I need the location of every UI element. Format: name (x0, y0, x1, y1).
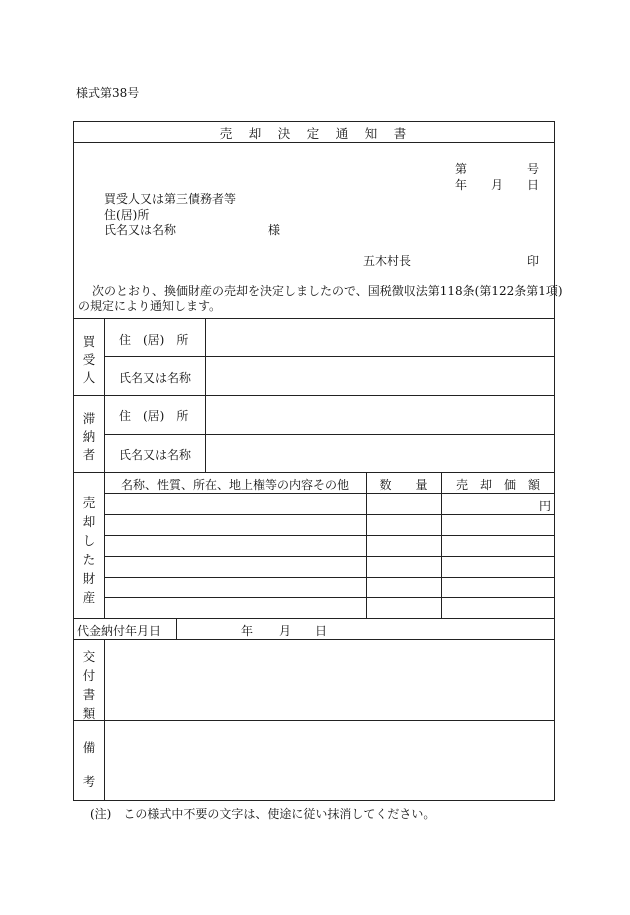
form-number: 様式第38号 (76, 86, 140, 100)
divider (73, 472, 555, 473)
divider (104, 556, 555, 557)
delinquent-label-1: 滞 (82, 411, 96, 426)
property-quantity-header: 数 量 (379, 478, 428, 492)
divider (104, 356, 555, 357)
divider (73, 142, 555, 143)
property-label-4: た (82, 552, 96, 567)
body-text-line1: 次のとおり、換価財産の売却を決定しましたので、国税徴収法第118条(第122条第1項) (92, 284, 563, 298)
issue-year: 年 (455, 178, 468, 192)
divider (104, 434, 555, 435)
payment-month: 月 (279, 624, 292, 638)
recipient-address-label: 住(居)所 (104, 208, 150, 222)
divider (73, 618, 555, 619)
divider (104, 514, 555, 515)
delinquent-address-label: 住 (居) 所 (119, 409, 189, 423)
property-label-2: 却 (82, 514, 96, 529)
buyer-label-2: 受 (82, 352, 96, 367)
issue-day: 日 (527, 178, 540, 192)
property-description-header: 名称、性質、所在、地上権等の内容その他 (120, 478, 349, 492)
footnote: (注) この様式中不要の文字は、使途に従い抹消してください。 (90, 807, 436, 821)
issue-number-prefix: 第 (455, 162, 468, 176)
delinquent-label-3: 者 (82, 447, 96, 462)
form-title: 売 却 決 定 通 知 書 (219, 126, 409, 141)
recipient-honorific: 様 (268, 223, 281, 237)
remarks-label-1: 備 (82, 740, 96, 755)
property-label-1: 売 (82, 495, 96, 510)
buyer-address-label: 住 (居) 所 (119, 333, 189, 347)
issuer-name: 五木村長 (363, 254, 412, 268)
documents-label-3: 書 (82, 687, 96, 702)
remarks-label-2: 考 (82, 774, 96, 789)
property-label-5: 財 (82, 571, 96, 586)
divider (73, 395, 555, 396)
property-label-3: し (82, 533, 96, 548)
payment-date-label: 代金納付年月日 (77, 624, 162, 638)
payment-day: 日 (315, 624, 328, 638)
buyer-label-3: 人 (82, 370, 96, 385)
delinquent-label-2: 納 (82, 429, 96, 444)
documents-label-4: 類 (82, 706, 96, 721)
recipient-name-label: 氏名又は名称 (104, 223, 177, 237)
divider (73, 318, 555, 319)
divider (104, 493, 555, 494)
divider (104, 597, 555, 598)
documents-label-2: 付 (82, 668, 96, 683)
divider (176, 618, 177, 639)
divider (104, 577, 555, 578)
body-text-line2: の規定により通知します。 (78, 299, 222, 313)
documents-label-1: 交 (82, 649, 96, 664)
delinquent-name-label: 氏名又は名称 (119, 448, 192, 462)
buyer-label-1: 買 (82, 334, 96, 349)
price-currency-unit: 円 (539, 499, 552, 513)
issue-number-suffix: 号 (527, 162, 540, 176)
divider (73, 639, 555, 640)
property-price-header: 売 却 価 額 (455, 478, 540, 492)
divider (104, 535, 555, 536)
payment-year: 年 (241, 624, 254, 638)
issuer-seal: 印 (527, 254, 540, 268)
issue-month: 月 (491, 178, 504, 192)
divider (73, 720, 555, 721)
property-label-6: 産 (82, 590, 96, 605)
buyer-name-label: 氏名又は名称 (119, 371, 192, 385)
recipient-type: 買受人又は第三債務者等 (104, 192, 237, 206)
